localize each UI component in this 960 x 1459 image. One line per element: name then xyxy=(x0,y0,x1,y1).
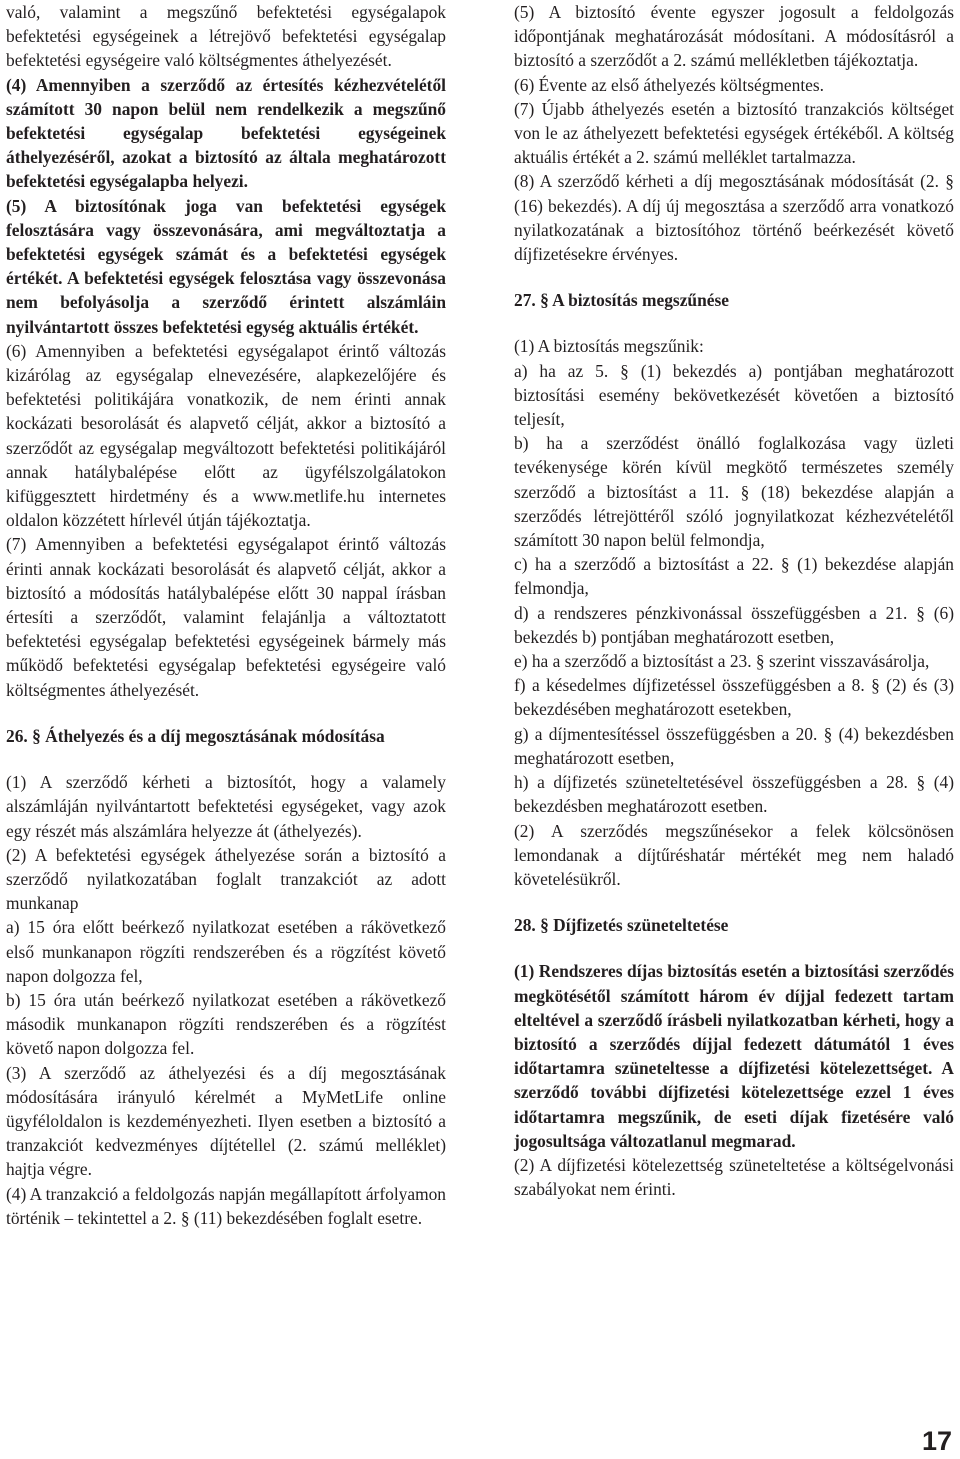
section-heading-27: 27. § A biztosítás megszűnése xyxy=(514,290,729,311)
paragraph-27-1a: a) ha az 5. § (1) bekezdés a) pontjában meghatározott biztosítási esemény bekövetkezését követően a biztosító teljesít, xyxy=(514,360,954,430)
paragraph-25-4: (4) Amennyiben a szerződő az értesítés kézhezvételétől számított 30 napon belül nem rendelkezik a megszűnő befektetési egységalap befektetési egységeinek áthelyezéséről, azokat a biztosító az általa meghatározott befektetési egységalapba helyezi. xyxy=(6,74,446,192)
paragraph-26-1: (1) A szerződő kérheti a biztosítót, hogy a valamely alszámláján nyilvántartott befektetési egységeket, vagy azok egy részét más alszámlára helyezze át (áthelyezés). xyxy=(6,772,446,841)
paragraph-27-1e: e) ha a szerződő a biztosítást a 23. § szerint visszavásárolja, xyxy=(514,651,930,672)
paragraph-27-1h: h) a díjfizetés szüneteltetésével összefüggésben a 28. § (4) bekezdésben meghatározott esetben. xyxy=(514,772,954,817)
paragraph-26-2: (2) A befektetési egységek áthelyezése során a biztosító a szerződő nyilatkozatában foglalt tranzakciót az adott munkanap xyxy=(6,844,446,914)
paragraph-27-1d: d) a rendszeres pénzkivonással összefüggésben a 21. § (6) bekezdés b) pontjában meghatározott esetben, xyxy=(514,602,954,647)
paragraph-25-6: (6) Amennyiben a befektetési egységalapot érintő változás kizárólag az egységalap elnevezésére, alapkezelőjére és befektetési politikájára vonatkozik, de nem érinti annak kockázati besorolását és alapvető célját, akkor a biztosító a szerződőt az egységalap megváltozott befektetési politikájáról annak hatálybalépése előtt az ügyfélszolgálatokon kifüggesztett hirdetmény és a www.metlife.hu internetes oldalon közzétett hírlevél útján tájékoztatja. xyxy=(6,340,446,531)
paragraph-27-1g: g) a díjmentesítéssel összefüggésben a 20. § (4) bekezdésben meghatározott esetben, xyxy=(514,723,954,768)
section-heading-26: 26. § Áthelyezés és a díj megosztásának módosítása xyxy=(6,725,385,746)
section-heading-28: 28. § Díjfizetés szüneteltetése xyxy=(514,915,729,936)
right-column xyxy=(514,0,954,1201)
page-number: 17 xyxy=(921,1426,952,1456)
left-column xyxy=(6,0,446,1230)
paragraph-28-2: (2) A díjfizetési kötelezettség szüneteltetése a költségelvonási szabályokat nem érinti. xyxy=(514,1154,954,1200)
paragraph-25-7: (7) Amennyiben a befektetési egységalapot érintő változás érinti annak kockázati besorolását és alapvető célját, akkor a biztosító a módosítás hatálybalépése előtt 30 nappal írásban értesíti a szerződőt, valamint felajánlja a változtatott befektetési egységalap befektetési egységeinek bármely más működő befektetési egységalap befektetési egységeire való költségmentes áthelyezését. xyxy=(6,534,446,700)
paragraph-25-5: (5) A biztosítónak joga van befektetési egységek felosztására vagy összevonására, ami megváltoztatja a befektetési egységek számát és a befektetési egységek értékét. A befektetési egységek felosztása vagy összevonása nem befolyásolja a szerződő érintett alszámláin nyilvántartott összes befektetési egység aktuális értékét. xyxy=(6,195,446,337)
paragraph-26-3: (3) A szerződő az áthelyezési és a díj megosztásának módosítására irányuló kérelmét a MyMetLife online ügyféloldalon is kezdeményezheti. Ilyen esetben a biztosító a tranzakciót kedvezményes díjtétellel (2. számú melléklet) hajtja végre. xyxy=(6,1062,446,1180)
paragraph-27-1f: f) a késedelmes díjfizetéssel összefüggésben a 8. § (2) és (3) bekezdésében meghatározott esetekben, xyxy=(514,675,954,720)
paragraph-27-1c: c) ha a szerződő a biztosítást a 22. § (1) bekezdése alapján felmondja, xyxy=(514,554,954,599)
paragraph-26-5: (5) A biztosító évente egyszer jogosult a feldolgozás időpontjának meghatározását módosítani. A módosításról a biztosító a szerződőt a 2. számú mellékletben tájékoztatja. xyxy=(514,2,954,71)
paragraph-26-4: (4) A tranzakció a feldolgozás napján megállapított árfolyamon történik – tekintettel a 2. § (11) bekezdésében foglalt esetre. xyxy=(6,1183,446,1228)
paragraph-28-1: (1) Rendszeres díjas biztosítás esetén a biztosítási szerződés megkötésétől számított három év díjjal fedezett tartam elteltével a szerződő írásbeli nyilatkozatban kérheti, hogy a biztosító a szerződés díjjal fedezett dátumától 1 éves időtartamra szüneteltesse a díjfizetési kötelezettséget. A szerződő további díjfizetési kötelezettsége ezzel 1 éves időtartamra megszűnik, de eseti díjak fizetésére való jogosultsága változatlanul megmarad. xyxy=(514,961,954,1151)
paragraph-26-6: (6) Évente az első áthelyezés költségmentes. xyxy=(514,74,825,95)
paragraph-26-2b: b) 15 óra után beérkező nyilatkozat esetében a rákövetkező második munkanapon rögzíti rendszerében és a rögzítést követő napon dolgozza fel. xyxy=(6,989,446,1059)
paragraph-26-8: (8) A szerződő kérheti a díj megosztásának módosítását (2. § (16) bekezdés). A díj új megosztása a szerződő arra vonatkozó nyilatkozatának a biztosítóhoz történő beérkezését követő díjfizetésekre érvényes. xyxy=(514,171,954,265)
paragraph-27-1: (1) A biztosítás megszűnik: xyxy=(514,336,704,357)
paragraph-26-2a: a) 15 óra előtt beérkező nyilatkozat esetében a rákövetkező első munkanapon rögzíti rendszerében és a rögzítést követő napon dolgozza fel, xyxy=(6,917,446,986)
paragraph-27-1b: b) ha a szerződést önálló foglalkozása vagy üzleti tevékenysége körén kívül megkötő természetes személy szerződő a biztosítást a 11. § (18) bekezdése alapján a szerződés létrejöttéről szóló jognyilatkozat kézhezvételétől számított 30 napon belül felmondja, xyxy=(514,433,954,551)
paragraph-27-2: (2) A szerződés megszűnésekor a felek kölcsönösen lemondanak a díjtűréshatár mértékét meg nem haladó követelésükről. xyxy=(514,820,954,889)
paragraph-26-7: (7) Újabb áthelyezés esetén a biztosító tranzakciós költséget von le az áthelyezett befektetési egységek értékéből. A költség aktuális értékét a 2. számú melléklet tartalmazza. xyxy=(514,98,954,168)
paragraph-continuation: való, valamint a megszűnő befektetési egységalapok befektetési egységeinek a létrejövő befektetési egységalap befektetési egységeire való költségmentes áthelyezését. xyxy=(6,2,446,71)
